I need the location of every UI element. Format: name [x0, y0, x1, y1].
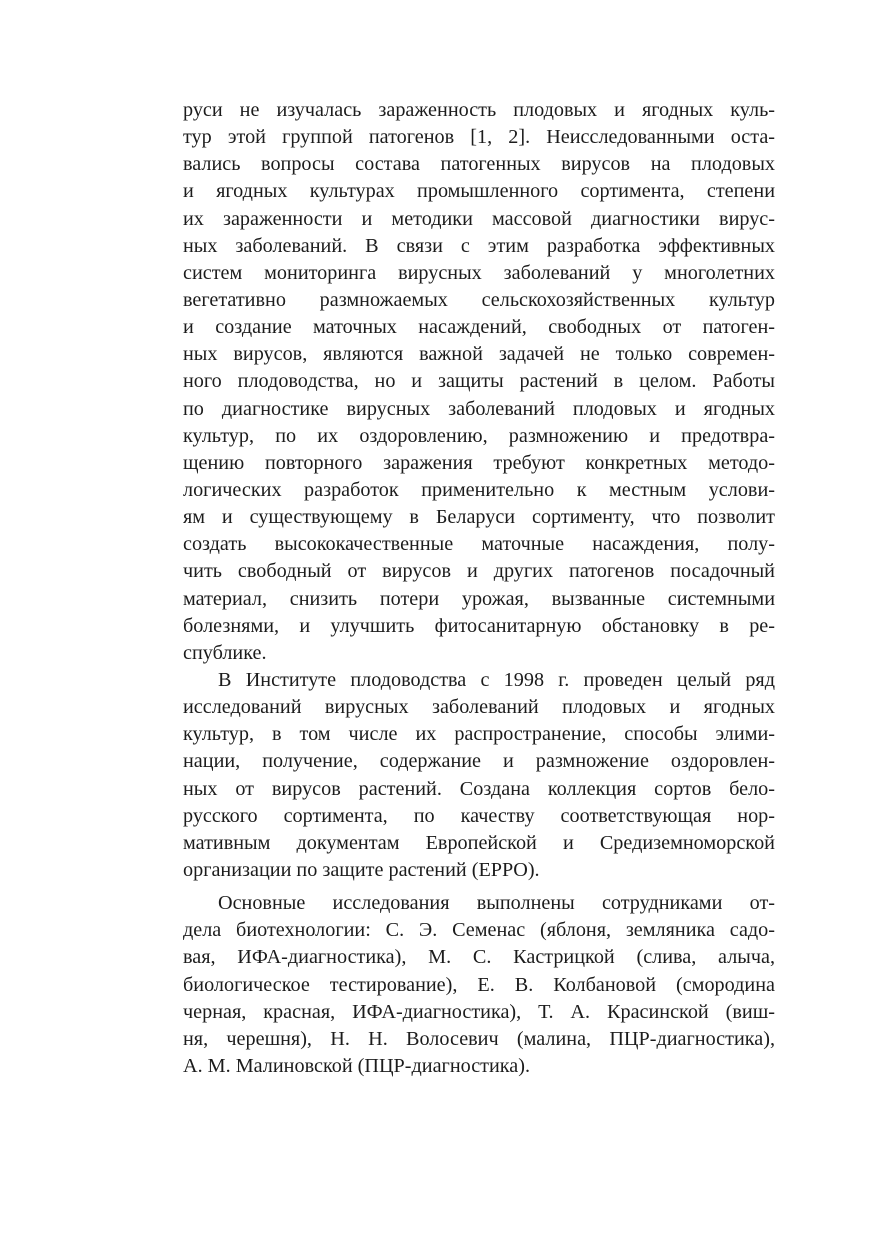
text-line: ных заболеваний. В связи с этим разработка эффективных: [183, 234, 775, 257]
text-line: русского сортимента, по качеству соответствующая нор-: [183, 804, 775, 827]
text-line: культур, в том числе их распространение, способы элими-: [183, 723, 775, 746]
text-line: дела биотехнологии: С. Э. Семенас (яблоня, земляника садо-: [183, 919, 775, 942]
text-line: исследований вирусных заболеваний плодовых и ягодных: [183, 696, 775, 719]
text-line: создать высококачественные маточные насаждения, полу-: [183, 533, 775, 556]
text-line: спублике.: [183, 641, 267, 664]
text-line: нации, получение, содержание и размножение оздоровлен-: [183, 750, 775, 773]
text-line: вегетативно размножаемых сельскохозяйственных культур: [183, 288, 775, 311]
text-line: их зараженности и методики массовой диагностики вирус-: [183, 207, 775, 230]
text-line: вая, ИФА-диагностика), М. С. Кастрицкой (слива, алыча,: [183, 946, 775, 969]
text-line: мативным документам Европейской и Средиземноморской: [183, 831, 775, 854]
text-line: и ягодных культурах промышленного сортимента, степени: [183, 180, 775, 203]
text-line: вались вопросы состава патогенных вирусов на плодовых: [183, 153, 775, 176]
text-line: тур этой группой патогенов [1, 2]. Неисследованными оста-: [183, 126, 775, 149]
body-text: [183, 97, 775, 1080]
text-line: В Институте плодоводства с 1998 г. проведен целый ряд: [218, 668, 775, 691]
text-line: черная, красная, ИФА-диагностика), Т. А. Красинской (виш-: [183, 1000, 775, 1023]
text-line: и создание маточных насаждений, свободных от патоген-: [183, 316, 775, 339]
text-line: по диагностике вирусных заболеваний плодовых и ягодных: [183, 397, 775, 420]
text-line: систем мониторинга вирусных заболеваний у многолетних: [183, 261, 775, 284]
text-line: Основные исследования выполнены сотрудниками от-: [218, 892, 775, 915]
text-line: организации по защите растений (EPPO).: [183, 858, 540, 881]
text-line: ня, черешня), Н. Н. Волосевич (малина, ПЦР-диагностика),: [183, 1027, 775, 1050]
text-line: логических разработок применительно к местным услови-: [183, 478, 775, 501]
text-line: биологическое тестирование), Е. В. Колбановой (смородина: [183, 973, 775, 996]
text-line: руси не изучалась зараженность плодовых и ягодных куль-: [183, 99, 775, 121]
text-line: ных от вирусов растений. Создана коллекция сортов бело-: [183, 777, 775, 800]
paragraph-institute: [183, 667, 775, 884]
text-line: ного плодоводства, но и защиты растений в целом. Работы: [183, 370, 775, 393]
paragraph-researchers: [183, 890, 775, 1080]
text-line: культур, по их оздоровлению, размножению и предотвра-: [183, 424, 775, 447]
text-line: материал, снизить потери урожая, вызванные системными: [183, 587, 775, 610]
text-line: А. М. Малиновской (ПЦР-диагностика).: [183, 1054, 531, 1077]
text-line: чить свободный от вирусов и других патогенов посадочный: [183, 560, 775, 583]
text-line: ям и существующему в Беларуси сортименту, что позволит: [183, 506, 775, 529]
text-line: щению повторного заражения требуют конкретных методо-: [183, 451, 775, 474]
text-line: ных вирусов, являются важной задачей не только современ-: [183, 343, 775, 366]
paragraph-continuation: [183, 97, 775, 667]
text-line: болезнями, и улучшить фитосанитарную обстановку в ре-: [183, 614, 775, 637]
